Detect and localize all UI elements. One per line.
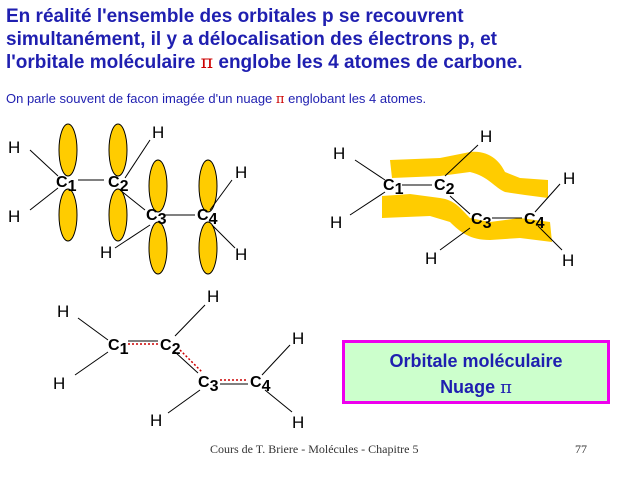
- atom-h: H: [57, 302, 70, 321]
- box-line-2: [345, 374, 607, 401]
- atom-c4: C4: [250, 374, 271, 395]
- atom-c1: C1: [56, 174, 77, 195]
- atom-c1: C1: [383, 177, 404, 198]
- orbital-lobe: [199, 222, 217, 274]
- pi-symbol: π: [275, 92, 285, 107]
- bond-line: [355, 160, 385, 180]
- atom-h: H: [8, 138, 21, 157]
- page-number: 77: [575, 442, 587, 456]
- footer-text: Cours de T. Briere - Molécules - Chapitre 5: [210, 442, 419, 456]
- title-line-1: En réalité l'ensemble des orbitales p se recouvrent: [6, 6, 464, 27]
- box-line-2-pre: Nuage: [440, 377, 496, 397]
- atom-h: H: [8, 207, 21, 226]
- atom-c3: C3: [471, 211, 492, 232]
- atom-h: H: [53, 374, 66, 393]
- atom-h: H: [292, 413, 305, 432]
- atom-c4: C4: [524, 211, 545, 232]
- molecular-orbital-box: [342, 340, 610, 404]
- diagram-p-orbitals: [8, 123, 247, 274]
- atom-h: H: [333, 144, 346, 163]
- pi-symbol: π: [200, 51, 214, 73]
- bond-line: [262, 345, 290, 375]
- atom-c2: C2: [160, 337, 181, 358]
- pi-symbol: π: [500, 377, 512, 398]
- atom-h: H: [425, 249, 438, 268]
- bond-line: [440, 228, 470, 250]
- atom-h: H: [100, 243, 113, 262]
- bond-line: [30, 188, 58, 210]
- bond-line: [350, 192, 385, 215]
- atom-h: H: [330, 213, 343, 232]
- atom-c2: C2: [108, 174, 129, 195]
- orbital-lobe: [109, 124, 127, 176]
- box-line-1: Orbitale moléculaire: [389, 351, 563, 371]
- atom-h: H: [207, 287, 220, 306]
- bond-line: [175, 305, 205, 336]
- title-line-3-post: englobe les 4 atomes de carbone.: [218, 52, 523, 73]
- orbital-lobe: [59, 189, 77, 241]
- bond-line: [78, 318, 108, 340]
- diagram-pi-cloud: [330, 127, 575, 270]
- orbital-lobe: [149, 160, 167, 212]
- orbital-lobe: [149, 222, 167, 274]
- orbital-lobe: [109, 189, 127, 241]
- atom-c3: C3: [198, 374, 219, 395]
- pi-cloud-upper: [390, 152, 548, 198]
- atom-h: H: [292, 329, 305, 348]
- bond-line: [125, 140, 150, 178]
- atom-h: H: [152, 123, 165, 142]
- atom-h: H: [562, 251, 575, 270]
- atom-h: H: [150, 411, 163, 430]
- diagram-delocalized-bonds: [53, 287, 304, 432]
- atom-c2: C2: [434, 177, 455, 198]
- title-line-2: simultanément, il y a délocalisation des électrons p, et: [6, 29, 497, 50]
- subtitle-post: englobant les 4 atomes.: [288, 91, 427, 106]
- atom-c4: C4: [197, 207, 218, 228]
- atom-c1: C1: [108, 337, 129, 358]
- bond-line: [75, 352, 108, 375]
- orbital-lobe: [59, 124, 77, 176]
- dotted-bond: [180, 350, 202, 372]
- atom-h: H: [235, 163, 248, 182]
- bond-line: [168, 390, 200, 413]
- atom-h: H: [235, 245, 248, 264]
- atom-h: H: [563, 169, 576, 188]
- bond-line: [30, 150, 58, 176]
- title-line-3-pre: l'orbitale moléculaire: [6, 52, 196, 73]
- subtitle-pre: On parle souvent de facon imagée d'un nuage: [6, 91, 273, 106]
- atom-c3: C3: [146, 207, 167, 228]
- atom-h: H: [480, 127, 493, 146]
